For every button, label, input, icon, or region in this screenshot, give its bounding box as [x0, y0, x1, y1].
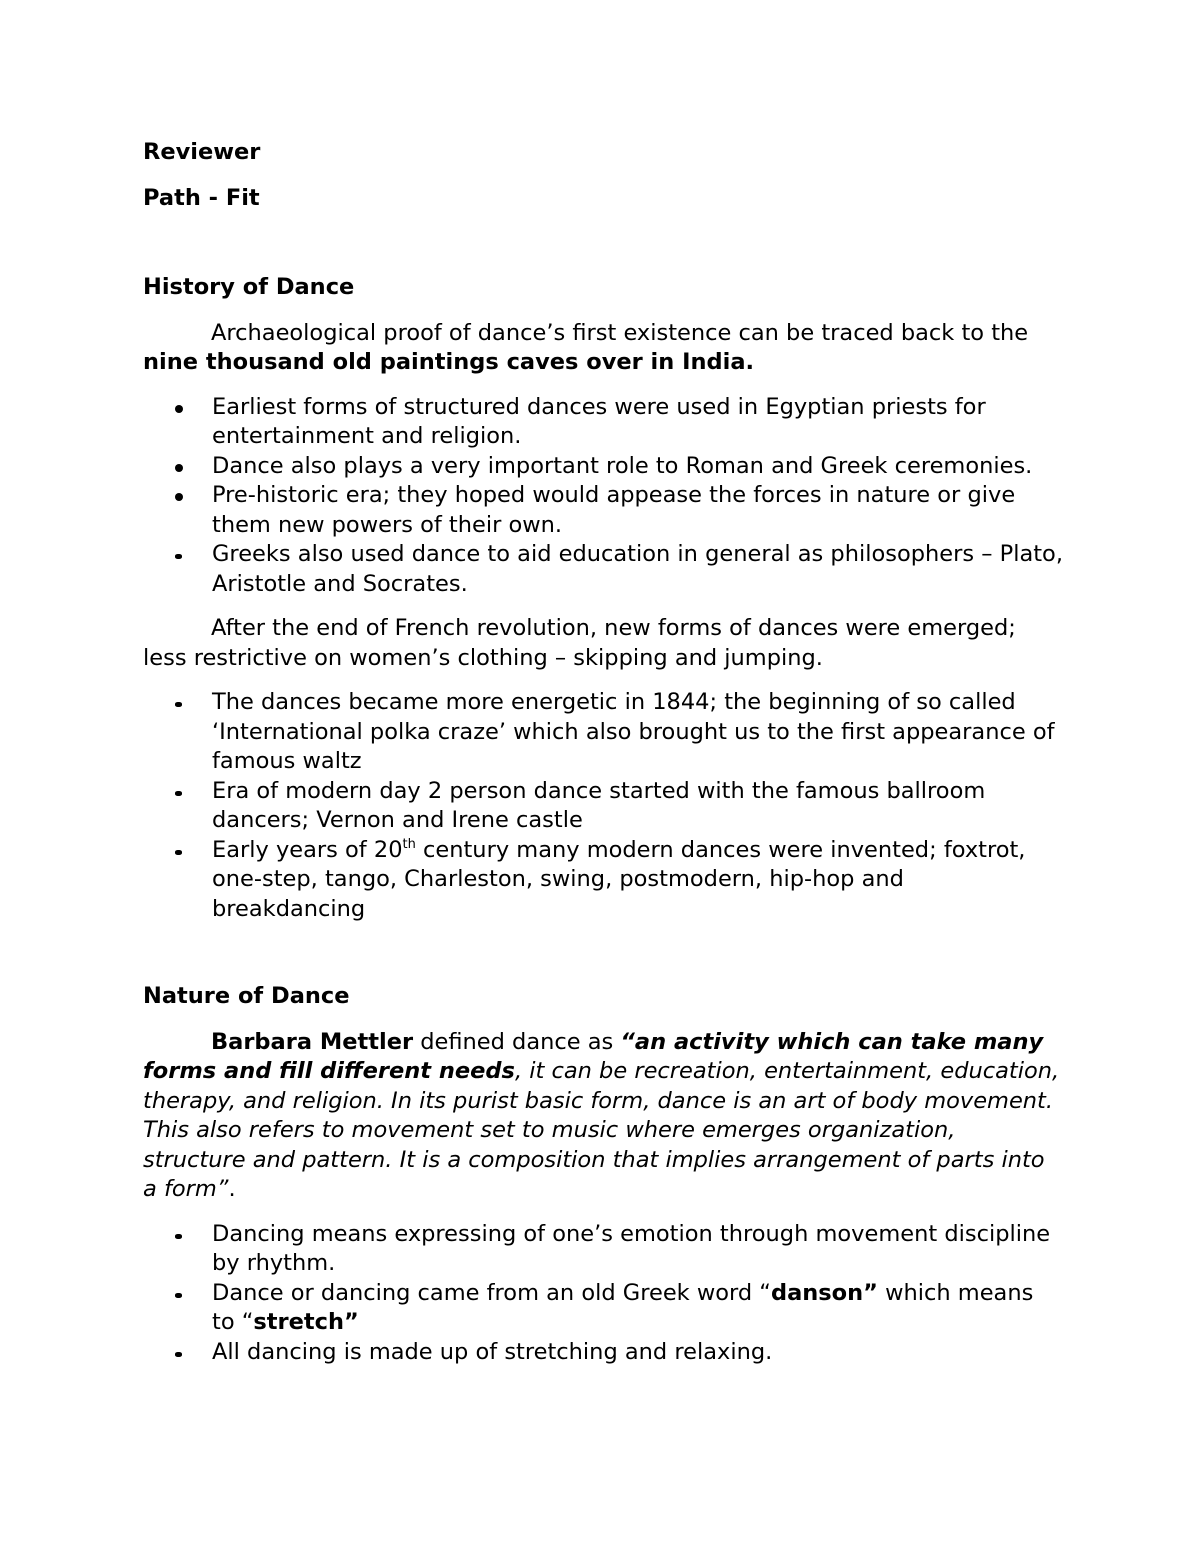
superscript: th: [402, 836, 416, 852]
list-item-text: which means to “: [212, 1279, 1034, 1335]
list-item-text: century many modern dances were invented; foxtrot, one-step, tango, Charleston, swing, postmodern, hip-hop and breakdancing: [212, 836, 1026, 922]
document-subtitle: Path - Fit: [143, 184, 260, 211]
history-intro-bold: nine thousand old paintings caves over in India.: [143, 349, 755, 375]
list-item: Greeks also used dance to aid education in general as philosophers – Plato, Aristotle and Socrates.: [143, 540, 1063, 599]
nature-heading: Nature of Dance: [143, 983, 350, 1009]
definition-quote: , it can be recreation, entertainment, education, therapy, and religion. In its purist basic form, dance is an art of body movement. This also refers to movement set to music where emerges organization, structure and pattern. It is a composition that implies arrangement of parts into a form”: [143, 1058, 1060, 1202]
list-item: Dancing means expressing of one’s emotion through movement discipline by rhythm.: [143, 1220, 1063, 1279]
nature-bullet-list: [143, 1220, 1063, 1368]
nature-definition-paragraph: [143, 1028, 1063, 1205]
list-item: The dances became more energetic in 1844; the beginning of so called ‘International polka craze’ which also brought us to the first appearance of famous waltz: [143, 688, 1063, 777]
document-title: Reviewer: [143, 139, 261, 165]
section-spacer: [143, 939, 1063, 982]
history-intro-paragraph: [143, 319, 1063, 378]
definition-author: Barbara Mettler: [211, 1028, 414, 1055]
list-item: All dancing is made up of stretching and relaxing.: [143, 1338, 1063, 1368]
history-paragraph-2: After the end of French revolution, new forms of dances were emerged; less restrictive on women’s clothing – skipping and jumping.: [143, 615, 1016, 671]
list-item: Earliest forms of structured dances were used in Egyptian priests for entertainment and religion.: [143, 393, 1063, 452]
definition-text: defined dance as: [413, 1028, 621, 1055]
greek-word: danson”: [770, 1279, 878, 1306]
list-item: [143, 1279, 1063, 1338]
history-bullet-list-1: [143, 393, 1063, 600]
history-heading: History of Dance: [143, 274, 355, 300]
document-page: [143, 138, 1063, 1382]
history-bullet-list-2: [143, 688, 1063, 924]
history-intro-text: Archaeological proof of dance’s first existence can be traced back to the: [211, 319, 1029, 346]
list-item: Era of modern day 2 person dance started with the famous ballroom dancers; Vernon and Irene castle: [143, 777, 1063, 836]
list-item-text: Dance or dancing came from an old Greek word “: [212, 1279, 771, 1306]
definition-quote-bold: “an activity which can take many forms and fill different needs: [143, 1028, 1044, 1084]
meaning-word: stretch”: [253, 1309, 359, 1335]
list-item: Dance also plays a very important role to Roman and Greek ceremonies.: [143, 452, 1063, 482]
list-item: Pre-historic era; they hoped would appease the forces in nature or give them new powers of their own.: [143, 481, 1063, 540]
list-item: [143, 836, 1063, 925]
definition-end: .: [228, 1176, 236, 1202]
list-item-text: Early years of 20: [212, 836, 403, 863]
